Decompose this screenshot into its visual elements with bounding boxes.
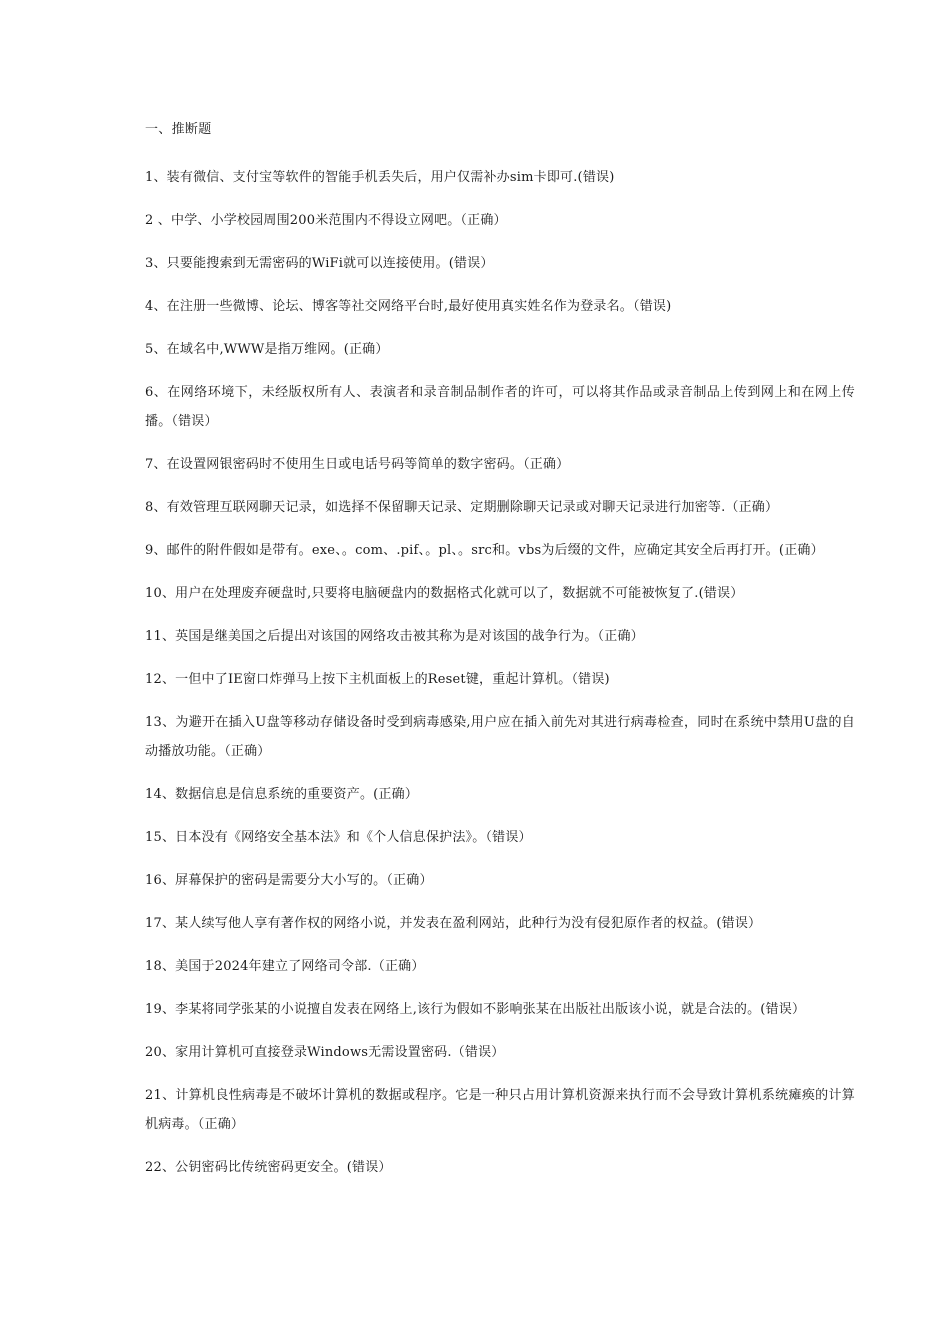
question-item: 11、英国是继美国之后提出对该国的网络攻击被其称为是对该国的战争行为。（正确） [145,629,644,644]
question-list [145,163,855,1182]
question-item: 13、为避开在插入U盘等移动存储设备时受到病毒感染,用户应在插入前先对其进行病毒检查，同时在系统中禁用U盘的自动播放功能。（正确） [145,715,855,759]
question-item: 8、有效管理互联网聊天记录，如选择不保留聊天记录、定期删除聊天记录或对聊天记录进行加密等.（正确） [145,500,779,515]
question-item: 2 、中学、小学校园周围200米范围内不得设立网吧。（正确） [145,213,507,228]
question-item: 10、用户在处理废弃硬盘时,只要将电脑硬盘内的数据格式化就可以了，数据就不可能被恢复了.(错误） [145,586,744,601]
question-item: 22、公钥密码比传统密码更安全。(错误） [145,1160,392,1175]
question-item: 18、美国于2024年建立了网络司令部.（正确） [145,959,425,974]
question-item: 5、在域名中,WWW是指万维网。(正确） [145,342,389,357]
question-item: 7、在设置网银密码时不使用生日或电话号码等简单的数字密码。（正确） [145,457,570,472]
question-item: 9、邮件的附件假如是带有。exe、。com、.pif、。pl、。src和。vbs为后缀的文件，应确定其安全后再打开。(正确） [145,543,824,558]
document-page [145,120,855,1196]
question-item: 4、在注册一些微博、论坛、博客等社交网络平台时,最好使用真实姓名作为登录名。（错误) [145,299,672,314]
question-item: 3、只要能搜索到无需密码的WiFi就可以连接使用。(错误） [145,256,494,271]
question-item: 19、李某将同学张某的小说擅自发表在网络上,该行为假如不影响张某在出版社出版该小说，就是合法的。(错误） [145,1002,806,1017]
question-item: 20、家用计算机可直接登录Windows无需设置密码.（错误） [145,1045,505,1060]
question-item: 15、日本没有《网络安全基本法》和《个人信息保护法》。（错误） [145,830,532,845]
question-item: 14、数据信息是信息系统的重要资产。(正确） [145,787,419,802]
section-heading: 一、推断题 [145,122,212,137]
question-item: 12、一但中了IE窗口炸弹马上按下主机面板上的Reset键，重起计算机。（错误) [145,672,610,687]
question-item: 16、屏幕保护的密码是需要分大小写的。（正确） [145,873,433,888]
question-item: 17、某人续写他人享有著作权的网络小说，并发表在盈利网站，此种行为没有侵犯原作者的权益。(错误） [145,916,762,931]
question-item: 6、在网络环境下，未经版权所有人、表演者和录音制品制作者的许可，可以将其作品或录音制品上传到网上和在网上传播。（错误） [145,385,855,429]
question-item: 21、计算机良性病毒是不破坏计算机的数据或程序。它是一种只占用计算机资源来执行而不会导致计算机系统瘫痪的计算机病毒。（正确） [145,1088,855,1132]
question-item: 1、装有微信、支付宝等软件的智能手机丢失后，用户仅需补办sim卡即可.(错误) [145,170,615,185]
